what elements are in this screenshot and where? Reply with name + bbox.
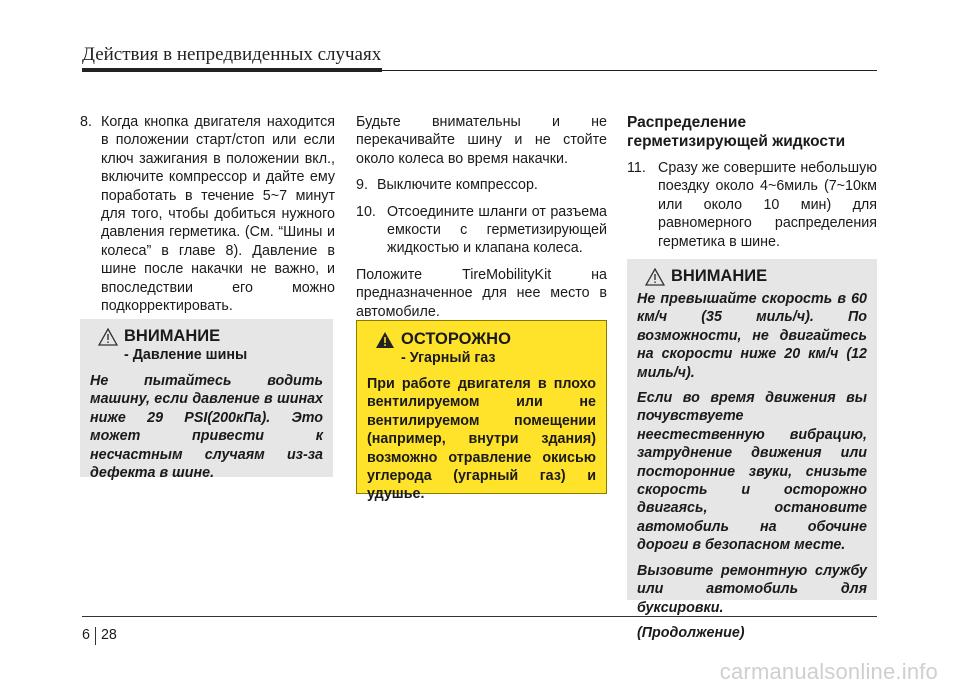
- watermark: carmanualsonline.info: [719, 659, 938, 684]
- step-text: Сразу же совершите небольшую поездку около 4~6миль (7~10км или около 10 мин) для равномерного распределения герметика в шине.: [658, 160, 877, 250]
- caution-title: [637, 267, 867, 286]
- warning-title-text: ОСТОРОЖНО: [401, 330, 511, 348]
- chapter-number: 6: [82, 627, 90, 643]
- step-number: 8.: [80, 114, 92, 130]
- caution-title-text: ВНИМАНИЕ: [124, 327, 221, 345]
- paragraph-caution-inflate: Будьте внимательны и не перекачивайте шину и не стойте около колеса во время накачки.: [356, 114, 607, 167]
- step-11: [627, 159, 877, 251]
- step-number: 11.: [627, 160, 646, 176]
- warning-box-carbon-monoxide: [356, 320, 607, 503]
- caution-title-text: ВНИМАНИЕ: [671, 267, 768, 285]
- warning-subtitle: - Угарный газ: [401, 350, 496, 366]
- warning-body: При работе двигателя в плохо вентилируемом или не вентилируемом помещении (например, внутри здания) возможно отравление окисью углерода (угарный газ) и удушье.: [367, 376, 596, 503]
- step-9: [356, 176, 607, 194]
- step-text: Когда кнопка двигателя находится в положении старт/стоп или если ключ зажигания в положении вкл., включите компрессор и дайте ему поработать в течение 5~7 минут для того, чтобы добиться нужного давления герметика. (См. “Шины и колеса” в главе 8). Давление в шине после накачки не важно, и впоследствии его можно подкорректировать.: [101, 114, 335, 315]
- continued-label: (Продолжение): [637, 624, 745, 641]
- column-middle: [356, 113, 607, 321]
- step-text: Отсоедините шланги от разъема емкости с герметизирующей жидкостью и клапана колеса.: [387, 203, 607, 257]
- caution-paragraph-service: Вызовите ремонтную службу или автомобиль для буксировки.: [637, 562, 867, 616]
- header-rule-thin: [382, 70, 877, 71]
- column-left: [80, 113, 335, 315]
- caution-body: [637, 290, 867, 642]
- step-8: [80, 113, 335, 315]
- step-text: Выключите компрессор.: [377, 177, 538, 194]
- step-10: [356, 203, 607, 258]
- caution-body: Не пытайтесь водить машину, если давление в шинах ниже 29 PSI(200кПа). Это может привести к несчастным случаям из-за дефекта в шине.: [90, 373, 323, 482]
- page-number-divider: [95, 627, 96, 645]
- caution-box-tire-pressure: [80, 319, 333, 482]
- paragraph-store-kit: Положите TireMobilityKit на предназначенное для нее место в автомобиле.: [356, 266, 607, 320]
- caution-paragraph-speed: Не превышайте скорость в 60 км/ч (35 миль/ч). По возможности, не двигайтесь на скорости ниже 20 км/ч (12 миль/ч).: [637, 291, 867, 381]
- caution-title: [90, 327, 323, 346]
- warning-triangle-icon: [98, 328, 118, 346]
- warning-triangle-filled-icon: [375, 331, 395, 349]
- section-heading: Распределение герметизирующей жидкости: [627, 114, 846, 150]
- column-right: [627, 113, 877, 251]
- caution-paragraph-vibration: Если во время движения вы почувствуете неестественную вибрацию, затруднение движения или посторонние звуки, снизьте скорость и осторожно двигаясь, остановите автомобиль на обочине дороги в безопасном месте.: [637, 390, 867, 554]
- warning-title: [367, 330, 596, 349]
- step-number: 10.: [356, 203, 376, 220]
- footer-rule: [82, 616, 877, 617]
- page-title: Действия в непредвиденных случаях: [82, 44, 382, 65]
- caution-box-speed: [627, 259, 877, 641]
- header-rule-thick: [82, 68, 382, 72]
- page-number-value: 28: [100, 627, 117, 643]
- caution-subtitle: - Давление шины: [124, 347, 248, 363]
- warning-triangle-icon: [645, 268, 665, 286]
- page-number: [82, 627, 117, 645]
- step-number: 9.: [356, 177, 368, 194]
